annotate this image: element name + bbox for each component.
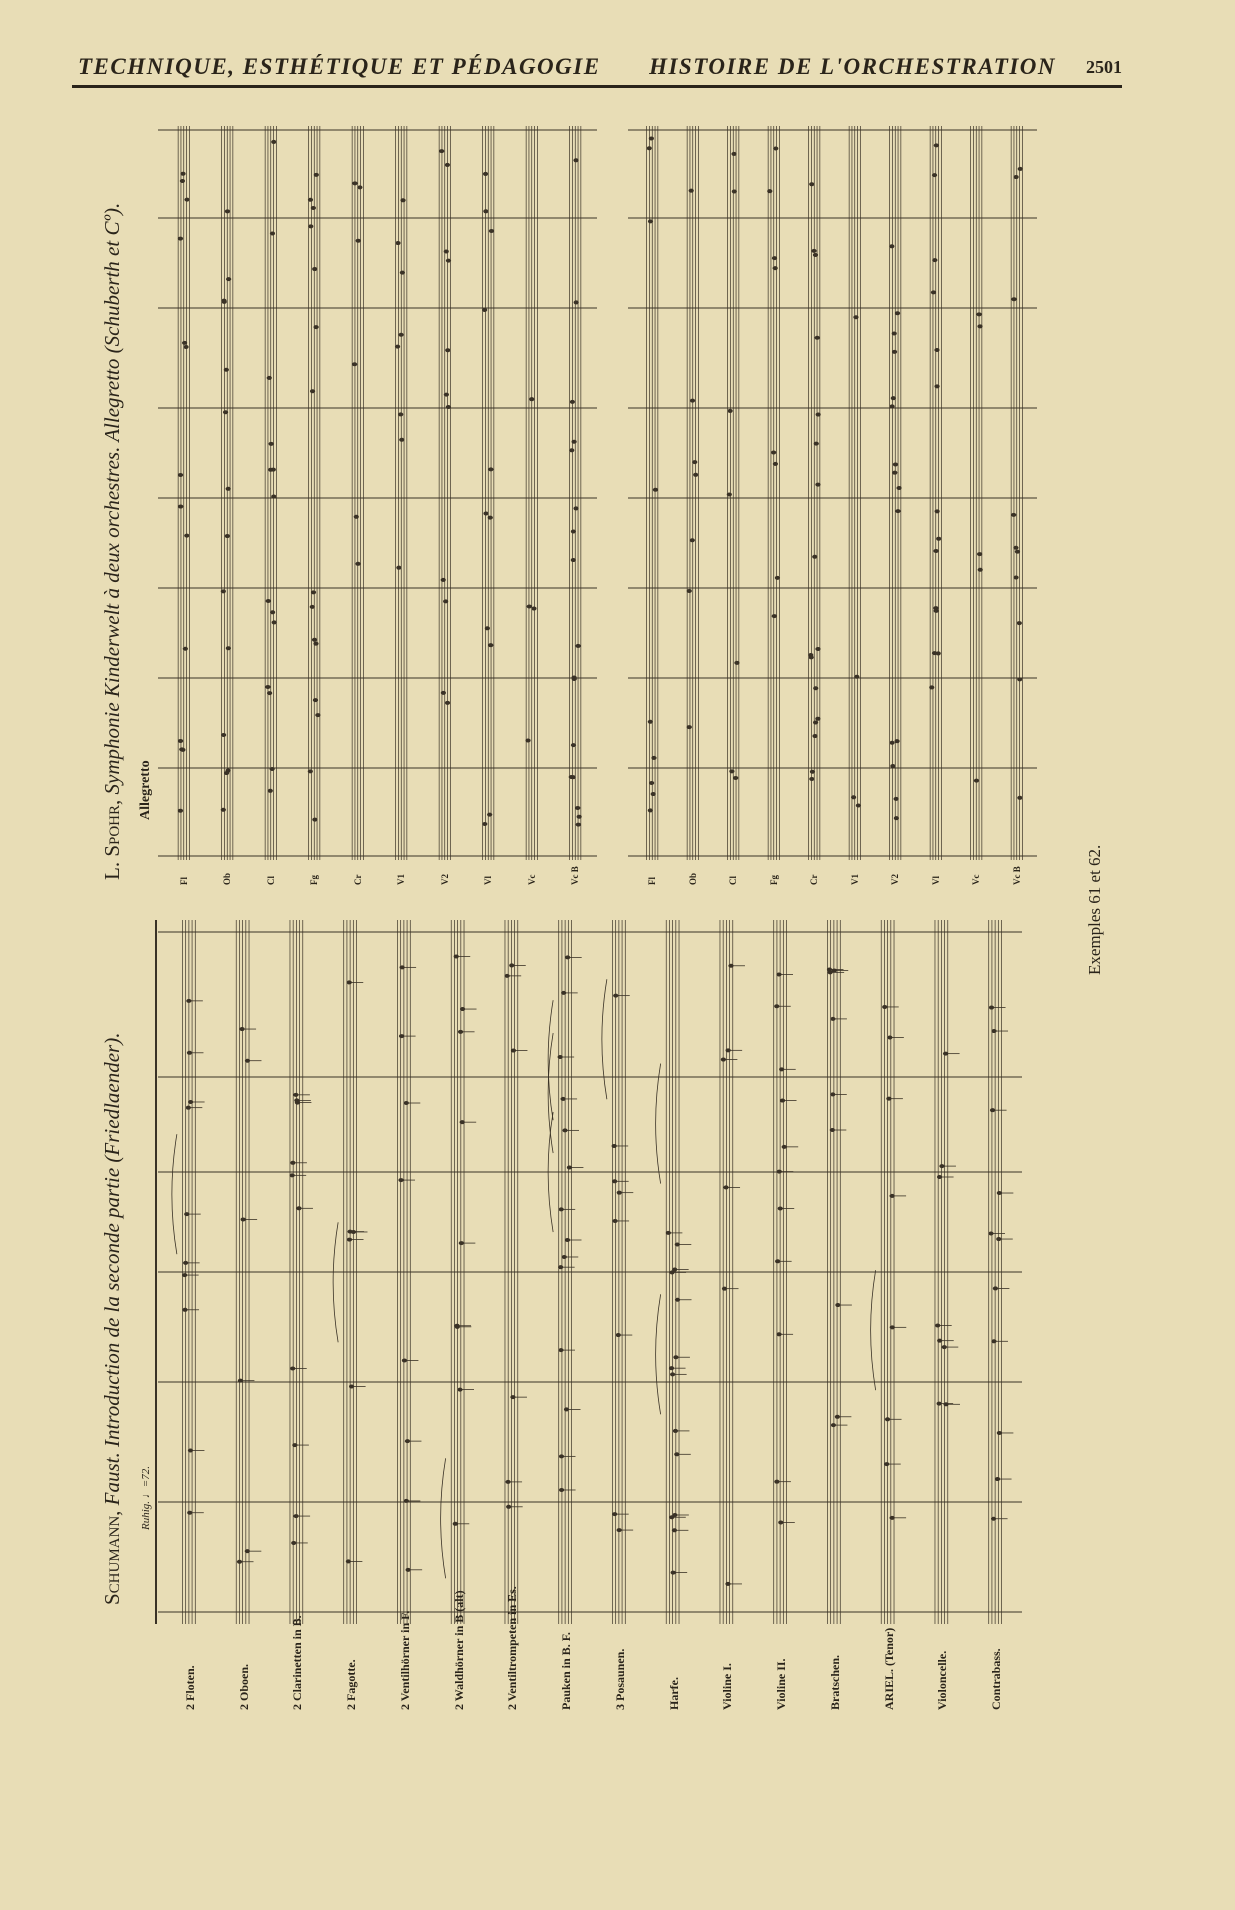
note-head [222,300,227,304]
note-head [352,362,357,366]
note-head [773,266,778,270]
note-head [485,626,490,630]
note-head [483,172,488,176]
note-head [482,822,487,826]
note-head [809,655,814,659]
note-head [398,412,403,416]
schumann-instrument-label: 2 Fagotte. [344,1659,359,1710]
note-head [268,468,273,472]
spohr-staves-orchestra-2 [620,118,1045,868]
note-head [936,651,941,655]
note-head [772,256,777,260]
note-head [221,589,226,593]
note-head [690,399,695,403]
note-head [977,552,982,556]
spohr-label: L. Spohr, [100,799,124,880]
note-head [357,185,362,189]
note-head [932,258,937,262]
slur [656,1064,661,1184]
page-header [72,52,1122,82]
note-head [649,136,654,140]
schumann-score [150,912,1030,1630]
note-head [311,590,316,594]
note-head [813,686,818,690]
note-head [311,206,316,210]
spohr-staff-label: V2 [439,874,450,885]
note-head [814,442,819,446]
schumann-instrument-label: Pauken in B. F. [559,1632,574,1710]
schumann-instrument-label: Bratschen. [827,1655,842,1710]
note-head [308,198,313,202]
spohr-staff [647,126,658,860]
note-head [488,643,493,647]
header-rule [72,85,1122,88]
spohr-staff [483,126,494,860]
schumann-tempo: Ruhig. ♩=72. [140,1466,152,1530]
note-head [892,471,897,475]
note-head [772,614,777,618]
note-head [308,224,313,228]
note-head [267,376,272,380]
spohr-staff [849,126,860,860]
spohr-staff-label: Fl [647,877,658,885]
note-head [266,599,271,603]
note-head [224,368,229,372]
note-head [733,776,738,780]
note-head [178,237,183,241]
note-head [267,691,272,695]
schumann-composer: Schumann, [100,1510,124,1605]
note-head [889,741,894,745]
spohr-staff-label: Cl [728,876,739,885]
slur [172,1134,177,1254]
note-head [355,562,360,566]
note-head [446,259,451,263]
note-head [649,781,654,785]
note-head [1017,796,1022,800]
note-head [225,209,230,213]
spohr-staff-label: Fg [309,875,320,885]
note-head [352,181,357,185]
note-head [270,767,275,771]
spohr-staff [570,126,581,860]
note-head [727,409,732,413]
spohr-staff-label: Ob [222,872,233,885]
schumann-instrument-label: 2 Ventiltrompeten in Es. [505,1586,520,1710]
note-head [525,739,530,743]
note-head [773,462,778,466]
note-head [483,511,488,515]
note-head [734,661,739,665]
spohr-work-title: Symphonie Kinderwelt à deux orchestres. Allegretto (Schuberth et Cº). [100,202,124,795]
spohr-staff-label: Vl [483,876,494,885]
note-head [312,267,317,271]
note-head [572,440,577,444]
spohr-staves-orchestra-1 [150,118,605,868]
spohr-staff-label: Vl [930,876,941,885]
note-head [815,717,820,721]
spohr-staff [222,126,233,860]
note-head [929,685,934,689]
note-head [892,350,897,354]
note-head [574,300,579,304]
note-head [488,467,493,471]
note-head [732,189,737,193]
spohr-staff [768,126,779,860]
spohr-staff-label: V1 [849,874,860,885]
note-head [687,589,692,593]
note-head [180,179,185,183]
note-head [813,720,818,724]
page-number: 2501 [1086,57,1122,77]
note-head [767,189,772,193]
note-head [265,685,270,689]
note-head [932,173,937,177]
note-head [184,534,189,538]
spohr-staff-label: Vc B [1011,866,1022,885]
note-head [1011,513,1016,517]
schumann-instrument-label: 2 Clarinetten in B. [290,1615,305,1710]
note-head [851,795,856,799]
note-head [531,607,536,611]
note-head [527,604,532,608]
note-head [810,770,815,774]
note-head [812,734,817,738]
note-head [400,198,405,202]
spohr-staff [396,126,407,860]
spohr-staff-label: Fg [768,875,779,885]
note-head [178,739,183,743]
note-head [934,384,939,388]
note-head [529,397,534,401]
note-head [727,493,732,497]
schumann-instrument-label: Harfe. [666,1677,681,1710]
spohr-staff-label: Cr [809,874,820,885]
slur [871,1270,876,1390]
spohr-staff [439,126,450,860]
note-head [816,413,821,417]
note-head [180,748,185,752]
note-head [1013,575,1018,579]
note-head [399,438,404,442]
note-head [692,460,697,464]
note-head [443,599,448,603]
note-head [934,348,939,352]
slur [441,1458,446,1578]
note-head [976,312,981,316]
spohr-staff-label: Ob [687,872,698,885]
spohr-staff-label: V2 [890,874,901,885]
schumann-instrument-label: Violoncelle. [935,1650,950,1710]
note-head [570,400,575,404]
spohr-score-left [150,118,605,868]
schumann-title [100,1033,125,1605]
note-head [446,405,451,409]
note-head [572,675,577,679]
note-head [225,534,230,538]
spohr-staff-label: Vc [526,874,537,885]
note-head [854,675,859,679]
note-head [489,229,494,233]
note-head [221,808,226,812]
note-head [978,568,983,572]
spohr-staff-label: Cr [352,874,363,885]
note-head [269,442,274,446]
note-head [487,813,492,817]
note-head [809,182,814,186]
slur [548,1000,553,1120]
schumann-instrument-label: 2 Floten. [182,1665,197,1710]
note-head [356,239,361,243]
note-head [936,537,941,541]
note-head [974,779,979,783]
note-head [893,797,898,801]
note-head [809,777,814,781]
note-head [853,315,858,319]
note-head [398,333,403,337]
note-head [894,816,899,820]
note-head [444,249,449,253]
note-head [891,396,896,400]
note-head [395,345,400,349]
spohr-staff-label: Cl [265,876,276,885]
note-head [271,140,276,144]
schumann-instrument-label: ARIEL. (Tenor) [881,1627,896,1710]
schumann-instrument-label: Contrabass. [989,1648,1004,1710]
note-head [815,336,820,340]
schumann-instrument-label: Violine I. [720,1663,735,1710]
note-head [571,775,576,779]
note-head [813,253,818,257]
note-head [896,486,901,490]
spohr-staff [809,126,820,860]
note-head [890,764,895,768]
note-head [892,331,897,335]
note-head [270,610,275,614]
spohr-staff [971,126,982,860]
note-head [445,348,450,352]
note-head [354,515,359,519]
note-head [314,325,319,329]
note-head [272,620,277,624]
note-head [889,244,894,248]
spohr-staff [890,126,901,860]
note-head [895,509,900,513]
schumann-work-title: Faust. Introduction de la seconde partie (Friedlaender). [100,1032,124,1506]
spohr-score-right [620,118,1045,868]
note-head [441,691,446,695]
note-head [182,341,187,345]
note-head [935,509,940,513]
note-head [226,487,231,491]
schumann-instrument-label: Violine II. [774,1658,789,1710]
spohr-title [100,203,125,880]
note-head [693,473,698,477]
note-head [815,483,820,487]
note-head [1011,297,1016,301]
note-head [648,720,653,724]
note-head [482,308,487,312]
note-head [178,473,183,477]
note-head [310,389,315,393]
note-head [444,393,449,397]
note-head [183,345,188,349]
note-head [1014,175,1019,179]
note-head [856,804,861,808]
schumann-instrument-label: 2 Ventilhörner in F. [397,1610,412,1710]
note-head [183,647,188,651]
spohr-staff-label: Vc B [570,866,581,885]
note-head [577,815,582,819]
note-head [178,809,183,813]
note-head [396,566,401,570]
spohr-staff [687,126,698,860]
note-head [314,173,319,177]
note-head [815,647,820,651]
spohr-staff-label: V1 [396,874,407,885]
note-head [312,818,317,822]
note-head [271,495,276,499]
schumann-instrument-label: 2 Waldhörner in B (alt) [451,1590,466,1710]
note-head [575,806,580,810]
note-head [308,769,313,773]
note-head [221,733,226,737]
note-head [576,823,581,827]
note-head [893,462,898,466]
spohr-staff-label: Vc [971,874,982,885]
note-head [1017,621,1022,625]
note-head [812,555,817,559]
note-head [1015,550,1020,554]
note-head [313,642,318,646]
note-head [268,789,273,793]
note-head [689,189,694,193]
note-head [690,538,695,542]
header-right-title: HISTOIRE DE L'ORCHESTRATION [649,54,1056,79]
note-head [483,209,488,213]
note-head [226,646,231,650]
note-head [773,147,778,151]
note-head [573,158,578,162]
note-head [439,149,444,153]
note-head [771,450,776,454]
note-head [270,231,275,235]
spohr-staff [930,126,941,860]
note-head [573,506,578,510]
note-head [889,404,894,408]
note-head [315,713,320,717]
schumann-instrument-label: 3 Posaunen. [612,1648,627,1710]
header-left-title: TECHNIQUE, ESTHÉTIQUE ET PÉDAGOGIE [78,54,601,79]
note-head [775,576,780,580]
note-head [648,808,653,812]
note-head [934,143,939,147]
note-head [571,558,576,562]
note-head [184,198,189,202]
note-head [687,725,692,729]
note-head [651,792,656,796]
note-head [729,769,734,773]
slur [656,1294,661,1414]
note-head [931,290,936,294]
note-head [933,549,938,553]
note-head [445,701,450,705]
note-head [223,410,228,414]
note-head [977,324,982,328]
note-head [312,638,317,642]
note-head [395,241,400,245]
note-head [178,505,183,509]
note-head [400,271,405,275]
note-head [933,606,938,610]
spohr-staff-label: Fl [178,877,189,885]
spohr-staff [1011,126,1022,860]
note-head [895,311,900,315]
spohr-tempo: Allegretto [138,760,153,820]
note-head [1017,677,1022,681]
schumann-staves [150,912,1030,1630]
note-head [488,516,493,520]
note-head [180,172,185,176]
note-head [1013,546,1018,550]
note-head [313,698,318,702]
note-head [653,488,658,492]
spohr-staff [309,126,320,860]
note-head [226,769,231,773]
note-head [571,743,576,747]
note-head [651,756,656,760]
slur [333,1222,338,1342]
note-head [569,448,574,452]
note-head [1018,167,1023,171]
note-head [445,163,450,167]
note-head [576,644,581,648]
note-head [647,146,652,150]
slur [602,979,607,1099]
slur [548,1033,553,1153]
spohr-staff [352,126,363,860]
schumann-instrument-label: 2 Oboen. [236,1663,251,1710]
note-head [731,152,736,156]
note-head [571,529,576,533]
note-head [811,249,816,253]
note-head [226,277,231,281]
note-head [895,739,900,743]
note-head [441,578,446,582]
spohr-staff [526,126,537,860]
spohr-staff [265,126,276,860]
examples-caption: Exemples 61 et 62. [1085,844,1104,975]
note-head [310,605,315,609]
note-head [648,219,653,223]
